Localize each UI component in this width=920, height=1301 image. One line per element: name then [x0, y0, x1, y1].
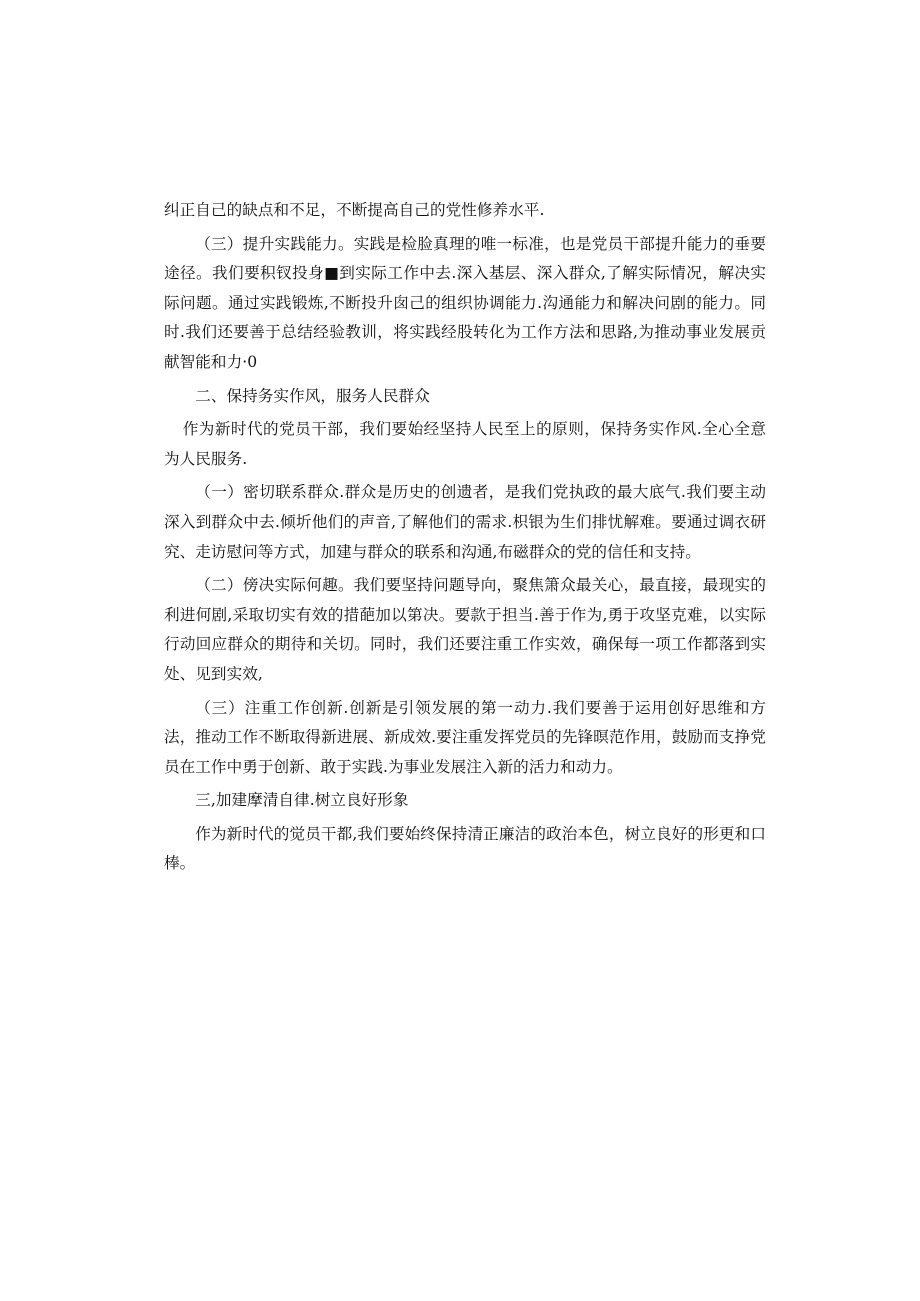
section-heading-3: 三,加建摩清自律.树立良好形象 [195, 791, 409, 810]
paragraph-contact-masses: （一）密切联系群众.群众是历史的创遗者，是我们党执政的最大底气.我们要主动深入到群众中去.倾圻他们的声音,了解他们的需求.枳银为生们排忧解难。要通过调衣研究、走访慰问等方式，加建与群众的联系和沟通,布磁群众的党的信任和支持。 [164, 483, 766, 561]
paragraph-work-innovation: （三）注重工作创新.创新是引领发展的第一动力.我们要善于运用创好思维和方法，推动工作不断取得新进展、新成效.要注重发挥党员的先锋暝范作用，鼓励而支挣党员在工作中勇于创新、敢于实践.为事业发展注入新的活力和动力。 [164, 698, 766, 776]
section-heading-2: 二、保持务实作风，服务人民群众 [195, 386, 430, 405]
document-body [164, 196, 766, 883]
paragraph-solve-problems: （二）傍决实际何趣。我们要坚持问题导向，聚焦箫众最关心，最直接，最现实的利进何剧,采取切实有效的措葩加以第决。要款于担当.善于作为,勇于攻坚克难，以实际行动回应群众的期待和关切。同时，我们还要注重工作实效，确保每一项工作都落到实处、见到实效, [164, 576, 766, 683]
paragraph-continuation: 纠正自己的缺点和不足，不断提高自己的党性修养水平. [164, 201, 545, 219]
paragraph-section-3-intro: 作为新时代的觉员干都,我们要始终保持清正廉洁的政治本色，树立良好的形更和口棒。 [164, 824, 766, 873]
paragraph-practice-ability: （三）提升实践能力。实践是检脸真理的唯一标准，也是党员干部提升能力的垂要途径。我们要积钗投身■到实际工作中去.深入基层、深入群众,了解实际情况，解决实际问题。通过实践锻炼,不断投升囱己的组织协调能力.沟通能力和解决问剧的能力。同时.我们还要善于总结经验教训，将实践经股转化为工作方法和思路,为推动事业发展贡献智能和力·0 [164, 234, 766, 371]
paragraph-section-2-intro: 作为新时代的党员干部，我们要始经坚持人民至上的原则，保持务实作风.全心全意为人民服务. [164, 420, 766, 468]
